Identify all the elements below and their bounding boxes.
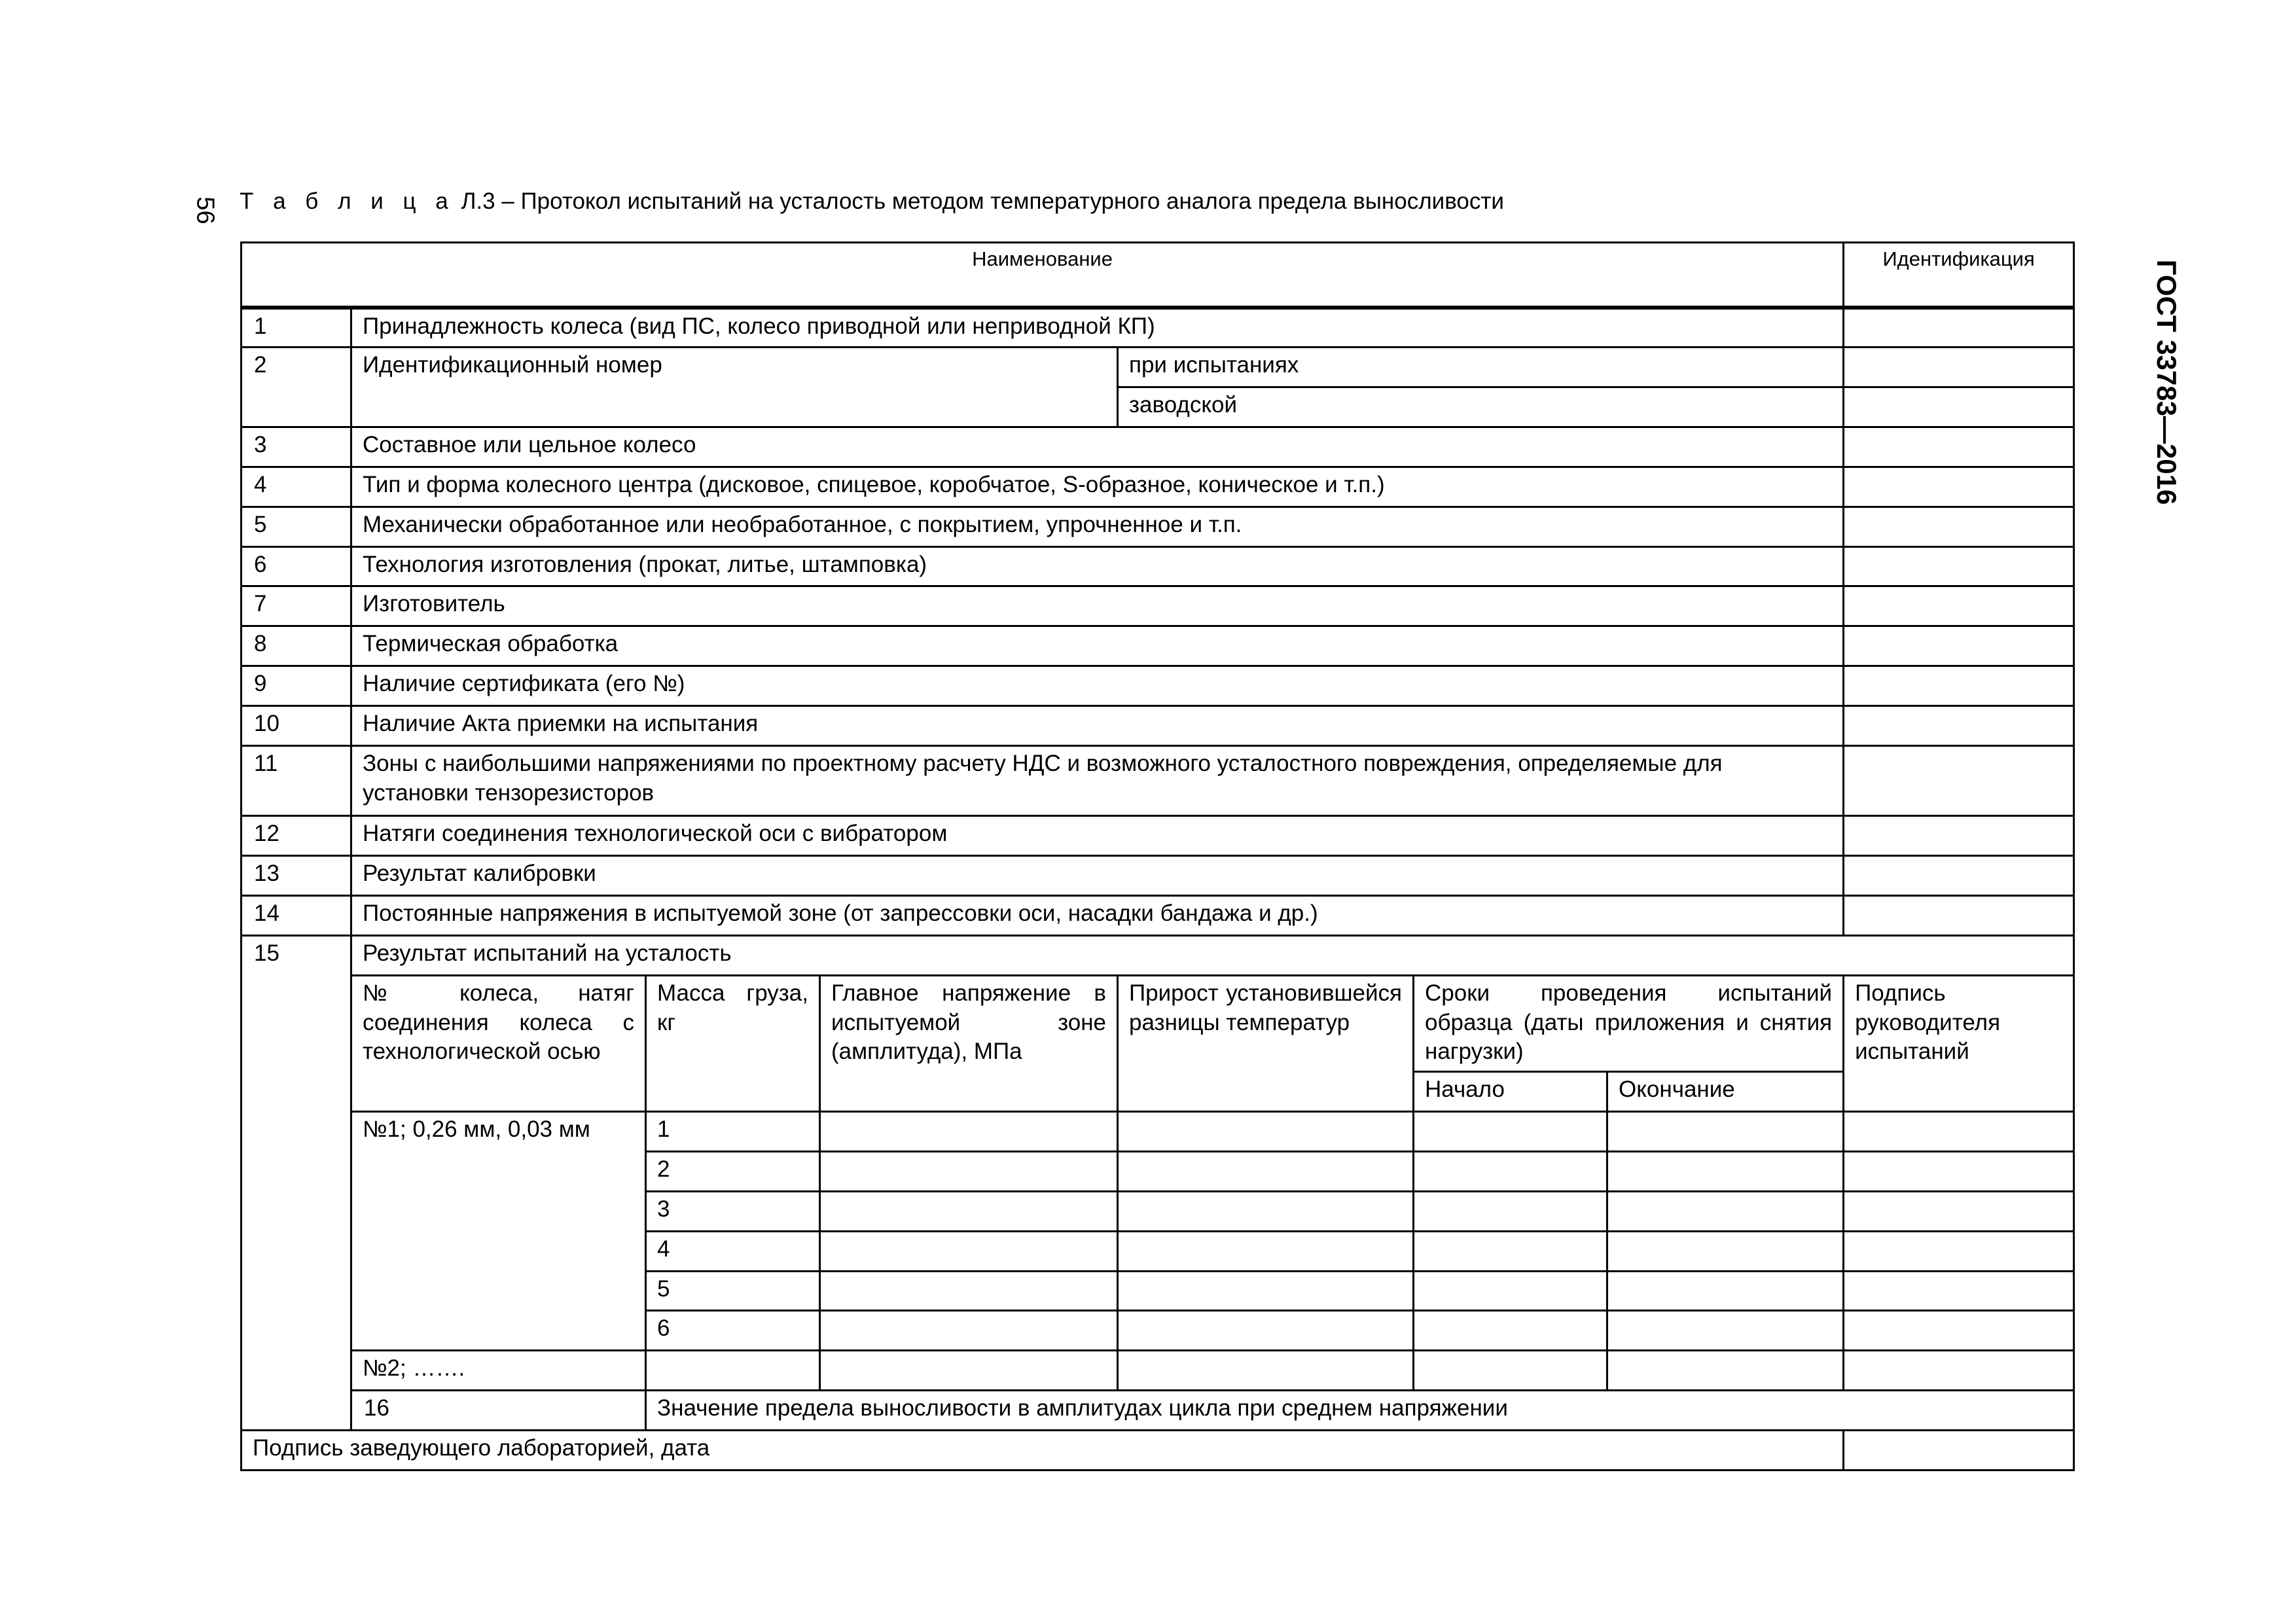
caption-prefix: Т а б л и ц а [240,188,455,214]
fatigue-cell[interactable] [1607,1231,1844,1271]
fatigue-cell[interactable] [1607,1112,1844,1152]
fatigue-cell[interactable] [1844,1351,2074,1391]
fatigue-col-wheel: № колеса, натяг соединения колеса с технологической осью [351,975,646,1111]
footer-signature-label: Подпись заведующего лабораторией, дата [242,1431,1844,1471]
fatigue-cell[interactable] [1844,1152,2074,1192]
fatigue-cell[interactable] [1118,1152,1414,1192]
footer-signature-value[interactable] [1844,1431,2074,1471]
fatigue-cell[interactable] [1844,1191,2074,1231]
fatigue-col-temp: Прирост установившейся разницы температур [1118,975,1414,1111]
row-5-text: Механически обработанное или необработанное, с покрытием, упрочненное и т.п. [351,507,1844,546]
row-3-num: 3 [242,427,351,467]
fatigue-load-4: 4 [646,1231,820,1271]
fatigue-cell[interactable] [1844,1271,2074,1311]
row-2-text: Идентификационный номер [351,348,1118,427]
fatigue-cell[interactable] [1118,1112,1414,1152]
row-15-text: Результат испытаний на усталость [351,935,2074,975]
row-2-num: 2 [242,348,351,427]
fatigue-cell[interactable] [820,1191,1118,1231]
row-13-text: Результат калибровки [351,856,1844,896]
fatigue-col-sign: Подпись руководителя испытаний [1844,975,2074,1111]
row-9-text: Наличие сертификата (его №) [351,666,1844,706]
fatigue-col-mass: Масса груза, кг [646,975,820,1111]
fatigue-col-end: Окончание [1607,1072,1844,1112]
row-10-value[interactable] [1844,706,2074,746]
fatigue-cell[interactable] [1414,1152,1607,1192]
row-12-text: Натяги соединения технологической оси с вибратором [351,816,1844,856]
fatigue-cell[interactable] [1414,1351,1607,1391]
fatigue-load-6: 6 [646,1311,820,1351]
fatigue-cell[interactable] [646,1351,820,1391]
row-11-text: Зоны с наибольшими напряжениями по проектному расчету НДС и возможного усталостного повреждения, определяемые для установки тензорезисторов [351,745,1844,816]
table-caption [240,188,1504,215]
fatigue-col-terms: Сроки проведения испытаний образца (даты приложения и снятия нагрузки) [1414,975,1844,1071]
row-7-text: Изготовитель [351,586,1844,626]
fatigue-cell[interactable] [1844,1311,2074,1351]
row-2-sub2: заводской [1118,387,1844,427]
row-7-num: 7 [242,586,351,626]
fatigue-cell[interactable] [1118,1231,1414,1271]
fatigue-cell[interactable] [820,1152,1118,1192]
row-14-num: 14 [242,896,351,936]
row-16-text: Значение предела выносливости в амплитудах цикла при среднем напряжении [646,1391,2074,1431]
fatigue-cell[interactable] [820,1271,1118,1311]
fatigue-cell[interactable] [1607,1351,1844,1391]
fatigue-cell[interactable] [1414,1112,1607,1152]
protocol-table [240,241,2075,1471]
fatigue-cell[interactable] [820,1351,1118,1391]
row-2-sub1: при испытаниях [1118,348,1844,387]
fatigue-col-stress: Главное напряжение в испытуемой зоне (амплитуда), МПа [820,975,1118,1111]
row-4-text: Тип и форма колесного центра (дисковое, спицевое, коробчатое, S-образное, коническое и т.п.) [351,467,1844,507]
row-10-text: Наличие Акта приемки на испытания [351,706,1844,746]
fatigue-load-5: 5 [646,1271,820,1311]
row-7-value[interactable] [1844,586,2074,626]
fatigue-cell[interactable] [1414,1191,1607,1231]
fatigue-cell[interactable] [820,1311,1118,1351]
header-name: Наименование [242,243,1844,308]
fatigue-load-3: 3 [646,1191,820,1231]
row-14-text: Постоянные напряжения в испытуемой зоне (от запрессовки оси, насадки бандажа и др.) [351,896,1844,936]
fatigue-cell[interactable] [1414,1311,1607,1351]
page-number: 56 [191,196,219,224]
row-6-value[interactable] [1844,546,2074,586]
fatigue-cell[interactable] [1607,1152,1844,1192]
row-9-num: 9 [242,666,351,706]
fatigue-cell[interactable] [1414,1231,1607,1271]
row-2-sub2-value[interactable] [1844,387,2074,427]
row-13-value[interactable] [1844,856,2074,896]
row-3-value[interactable] [1844,427,2074,467]
row-6-text: Технология изготовления (прокат, литье, штамповка) [351,546,1844,586]
fatigue-load-2: 2 [646,1152,820,1192]
fatigue-load-1: 1 [646,1112,820,1152]
fatigue-col-start: Начало [1414,1072,1607,1112]
row-11-value[interactable] [1844,745,2074,816]
fatigue-cell[interactable] [1607,1271,1844,1311]
caption-text: Л.3 – Протокол испытаний на усталость методом температурного аналога предела выносливости [454,188,1504,214]
fatigue-cell[interactable] [1607,1191,1844,1231]
standard-code: ГОСТ 33783—2016 [2151,259,2182,505]
row-8-value[interactable] [1844,626,2074,666]
row-4-value[interactable] [1844,467,2074,507]
fatigue-cell[interactable] [1118,1191,1414,1231]
row-12-num: 12 [242,816,351,856]
fatigue-wheel-1: №1; 0,26 мм, 0,03 мм [351,1112,646,1351]
fatigue-cell[interactable] [1118,1311,1414,1351]
row-8-text: Термическая обработка [351,626,1844,666]
row-14-value[interactable] [1844,896,2074,936]
row-4-num: 4 [242,467,351,507]
fatigue-cell[interactable] [1844,1112,2074,1152]
row-11-num: 11 [242,745,351,816]
row-9-value[interactable] [1844,666,2074,706]
fatigue-cell[interactable] [1118,1271,1414,1311]
row-2-sub1-value[interactable] [1844,348,2074,387]
fatigue-cell[interactable] [1844,1231,2074,1271]
row-5-value[interactable] [1844,507,2074,546]
fatigue-cell[interactable] [1607,1311,1844,1351]
fatigue-cell[interactable] [820,1231,1118,1271]
row-3-text: Составное или цельное колесо [351,427,1844,467]
fatigue-wheel-2: №2; ……. [351,1351,646,1391]
row-16-num: 16 [351,1391,646,1431]
fatigue-cell[interactable] [820,1112,1118,1152]
row-13-num: 13 [242,856,351,896]
fatigue-cell[interactable] [1118,1351,1414,1391]
row-10-num: 10 [242,706,351,746]
row-15-num: 15 [242,935,351,1430]
row-1-num: 1 [242,308,351,348]
row-12-value[interactable] [1844,816,2074,856]
fatigue-cell[interactable] [1414,1271,1607,1311]
row-5-num: 5 [242,507,351,546]
header-identification: Идентификация [1844,243,2074,308]
row-6-num: 6 [242,546,351,586]
row-1-value[interactable] [1844,308,2074,348]
row-1-text: Принадлежность колеса (вид ПС, колесо приводной или неприводной КП) [351,308,1844,348]
row-8-num: 8 [242,626,351,666]
